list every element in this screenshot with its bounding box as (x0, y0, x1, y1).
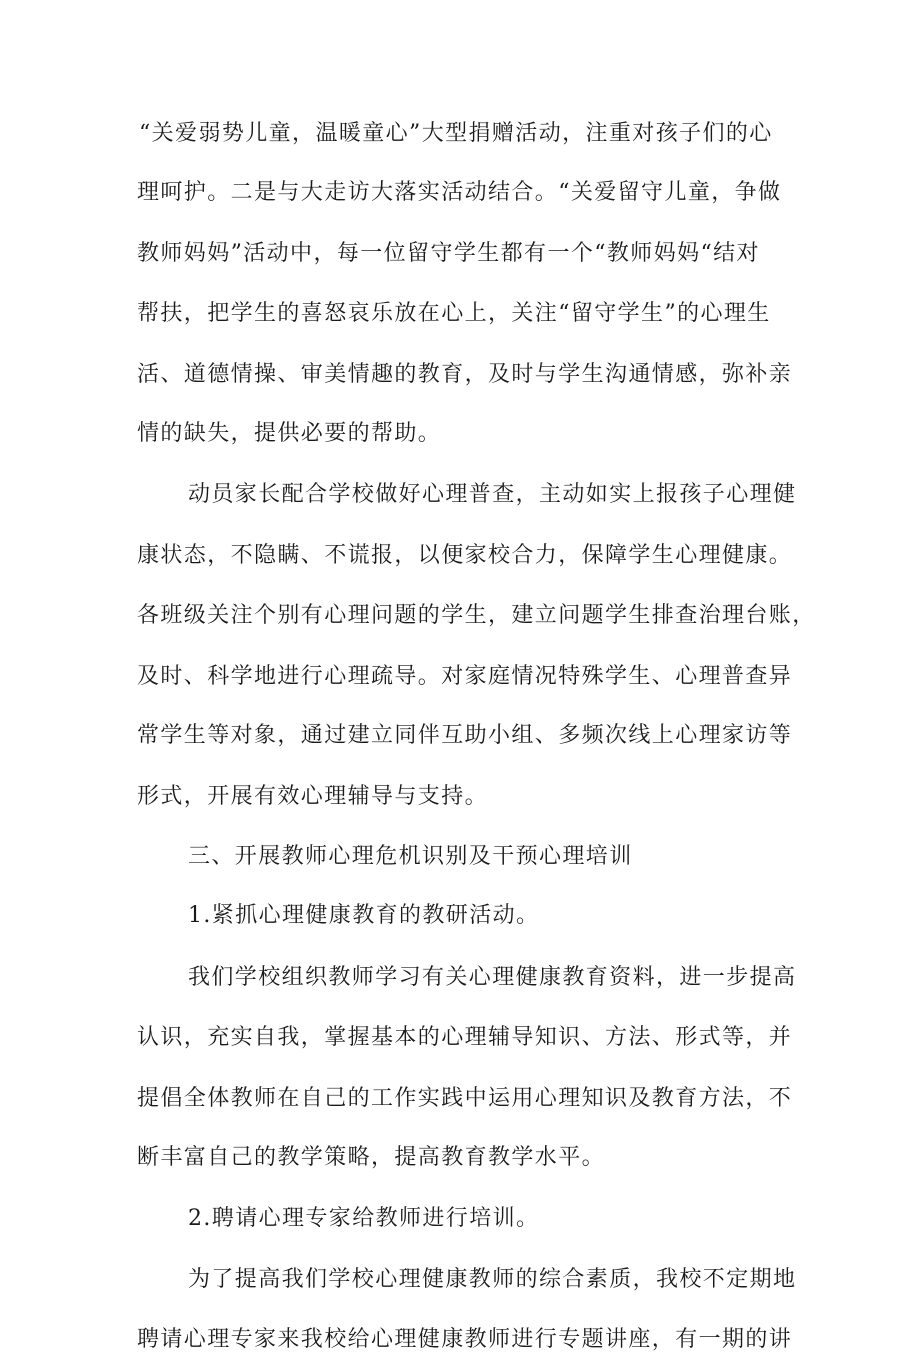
text-line: 教师妈妈”活动中，每一位留守学生都有一个“教师妈妈“结对 (137, 241, 760, 266)
text-line: 帮扶，把学生的喜怒哀乐放在心上，关注“留守学生”的心理生 (137, 301, 771, 326)
text-line: 认识，充实自我，掌握基本的心理辅导知识、方法、形式等，并 (137, 1025, 793, 1050)
text-line: 理呵护。二是与大走访大落实活动结合。“关爱留守儿童，争做 (137, 180, 782, 205)
subheading-1: 1.紧抓心理健康教育的教研活动。 (188, 903, 540, 928)
text-line: 各班级关注个别有心理问题的学生，建立问题学生排查治理台账， (137, 603, 816, 628)
text-line: 提倡全体教师在自己的工作实践中运用心理知识及教育方法，不 (137, 1086, 793, 1111)
text-line: 聘请心理专家来我校给心理健康教师进行专题讲座，有一期的讲 (137, 1327, 793, 1352)
section-heading: 三、开展教师心理危机识别及干预心理培训 (188, 844, 633, 869)
subheading-2: 2.聘请心理专家给教师进行培训。 (188, 1206, 540, 1231)
text-line: “关爱弱势儿童，温暖童心”大型捐赠活动，注重对孩子们的心 (139, 121, 773, 146)
text-line: 形式，开展有效心理辅导与支持。 (137, 784, 489, 809)
paragraph-start-line: 为了提高我们学校心理健康教师的综合素质，我校不定期地 (188, 1267, 797, 1292)
text-line: 康状态，不隐瞒、不谎报，以便家校合力，保障学生心理健康。 (137, 543, 793, 568)
text-line: 情的缺失，提供必要的帮助。 (137, 421, 442, 446)
text-line: 活、道德情操、审美情趣的教育，及时与学生沟通情感，弥补亲 (137, 362, 793, 387)
paragraph-start-line: 动员家长配合学校做好心理普查，主动如实上报孩子心理健 (188, 482, 797, 507)
paragraph-start-line: 我们学校组织教师学习有关心理健康教育资料，进一步提高 (188, 965, 797, 990)
text-line: 断丰富自己的教学策略，提高教育教学水平。 (137, 1145, 606, 1170)
text-line: 及时、科学地进行心理疏导。对家庭情况特殊学生、心理普查异 (137, 664, 793, 689)
text-line: 常学生等对象，通过建立同伴互助小组、多频次线上心理家访等 (137, 723, 793, 748)
